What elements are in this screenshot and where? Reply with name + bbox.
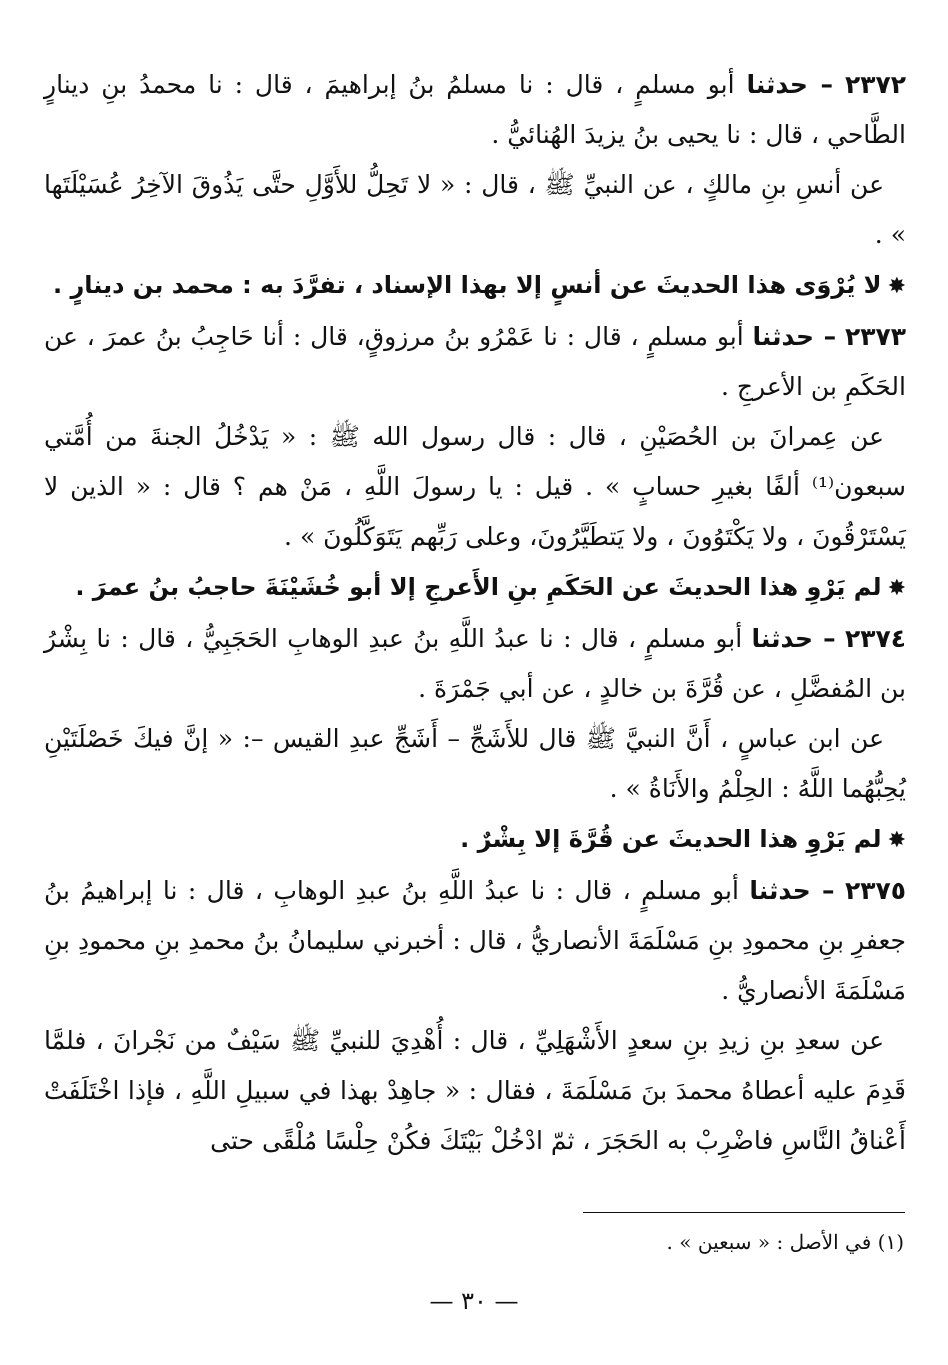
hadith-number: ٢٣٧٣	[844, 322, 906, 351]
hadith-2375-isnad	[44, 866, 906, 1016]
hadith-number: ٢٣٧٥	[844, 876, 906, 905]
page-number: — ٣٠ —	[429, 1287, 519, 1315]
hadith-2372-note	[44, 260, 906, 312]
note-text: لم يَرْوِ هذا الحديثَ عن الحَكَمِ بنِ الأَعرجِ إلا أبو خُشَيْنَةَ حاجبُ بنُ عمرَ .	[75, 573, 882, 601]
hadith-2374-matn: عن ابن عباسٍ ، أَنَّ النبيَّ ﷺ قال للأَشَجِّ – أَشَجِّ عبدِ القيس –: « إنَّ فيكَ خَصْلَتَيْنِ يُحِبُّهُما اللَّهُ : الحِلْمُ والأَنَاةُ » .	[44, 724, 906, 803]
hadith-2372-isnad	[44, 60, 906, 160]
note-text: لا يُرْوَى هذا الحديثَ عن أنسٍ إلا بهذا الإسناد ، تفرَّدَ به : محمد بن دينارٍ .	[52, 271, 882, 299]
hadith-2373-isnad	[44, 312, 906, 412]
hadith-2372-matn: عن أنسِ بنِ مالكٍ ، عن النبيِّ ﷺ ، قال : « لا تَحِلُّ للأَوَّلِ حتَّى يَذُوقَ الآخِرُ عُسَيْلَتَها » .	[44, 170, 906, 249]
hadith-lead: – حدثنا	[746, 70, 834, 99]
hadith-2374-note	[44, 814, 906, 866]
isnad-text: أبو مسلمٍ ، قال : نا عبدُ اللَّهِ بنُ عبدِ الوهابِ ، قال : نا إبراهيمُ بنُ جعفرِ بنِ محمودِ بنِ مَسْلَمَةَ الأنصاريُّ ، قال : أخبرني سليمانُ بنُ محمدِ بنِ محمودِ بنِ مَسْلَمَةَ الأنصاريُّ .	[44, 876, 906, 1005]
isnad-text: أبو مسلمٍ ، قال : نا عبدُ اللَّهِ بنُ عبدِ الوهابِ الحَجَبِيُّ ، قال : نا بِشْرُ بن المُفضَّلِ ، عن قُرَّةَ بن خالدٍ ، عن أبي جَمْرَةَ .	[44, 624, 906, 703]
hadith-2374-isnad	[44, 614, 906, 714]
hadith-lead: – حدثنا	[749, 876, 835, 905]
footnote: (١) في الأصل : « سبعين » .	[666, 1230, 904, 1254]
hadith-lead: – حدثنا	[752, 322, 837, 351]
footnote-divider	[583, 1212, 905, 1213]
star-icon: ✸	[887, 274, 906, 299]
isnad-text: أبو مسلمٍ ، قال : نا مسلمُ بنُ إبراهيمَ ، قال : نا محمدُ بنِ دينارٍ الطَّاحي ، قال : نا يحيى بنُ يزيدَ الهُنائيُّ .	[44, 70, 906, 149]
hadith-2373-matn: عن عِمرانَ بن الحُصَيْنِ ، قال : قال رسول الله ﷺ : « يَدْخُلُ الجنةَ من أُمَّتي سبعون⁽¹⁾ ألفًا بغيرِ حسابٍ » . قيل : يا رسولَ اللَّهِ ، مَنْ هم ؟ قال : « الذين لا يَسْتَرْقُونَ ، ولا يَكْتَوُونَ ، ولا يَتطَيَّرُونَ، وعلى رَبِّهم يَتَوَكَّلُونَ » .	[44, 422, 906, 551]
star-icon: ✸	[887, 576, 906, 601]
hadith-lead: – حدثنا	[751, 624, 836, 653]
isnad-text: أبو مسلمٍ ، قال : نا عَمْرُو بنُ مرزوقٍ، قال : أنا حَاجِبُ بنُ عمرَ ، عن الحَكَمِ بن الأعرجِ .	[44, 322, 906, 401]
hadith-number: ٢٣٧٢	[844, 70, 907, 99]
hadith-2375-matn: عن سعدِ بنِ زيدِ بنِ سعدٍ الأَشْهَلِيِّ ، قال : أُهْدِيَ للنبيِّ ﷺ سَيْفٌ من نَجْرانَ ، فلمَّا قَدِمَ عليه أعطاهُ محمدَ بنَ مَسْلَمَةَ ، فقال : « جاهِدْ بهذا في سبيلِ اللَّهِ ، فإذا اخْتَلَفَتْ أَعْناقُ النَّاسِ فاضْرِبْ به الحَجَرَ ، ثمّ ادْخُلْ بَيْتَكَ فكُنْ حِلْسًا مُلْقًى حتى	[44, 1026, 906, 1155]
star-icon: ✸	[887, 828, 906, 853]
hadith-2373-note	[44, 562, 906, 614]
hadith-number: ٢٣٧٤	[844, 624, 906, 653]
page-body	[44, 60, 906, 1166]
note-text: لم يَرْوِ هذا الحديثَ عن قُرَّةَ إلا بِشْرٌ .	[460, 825, 882, 853]
